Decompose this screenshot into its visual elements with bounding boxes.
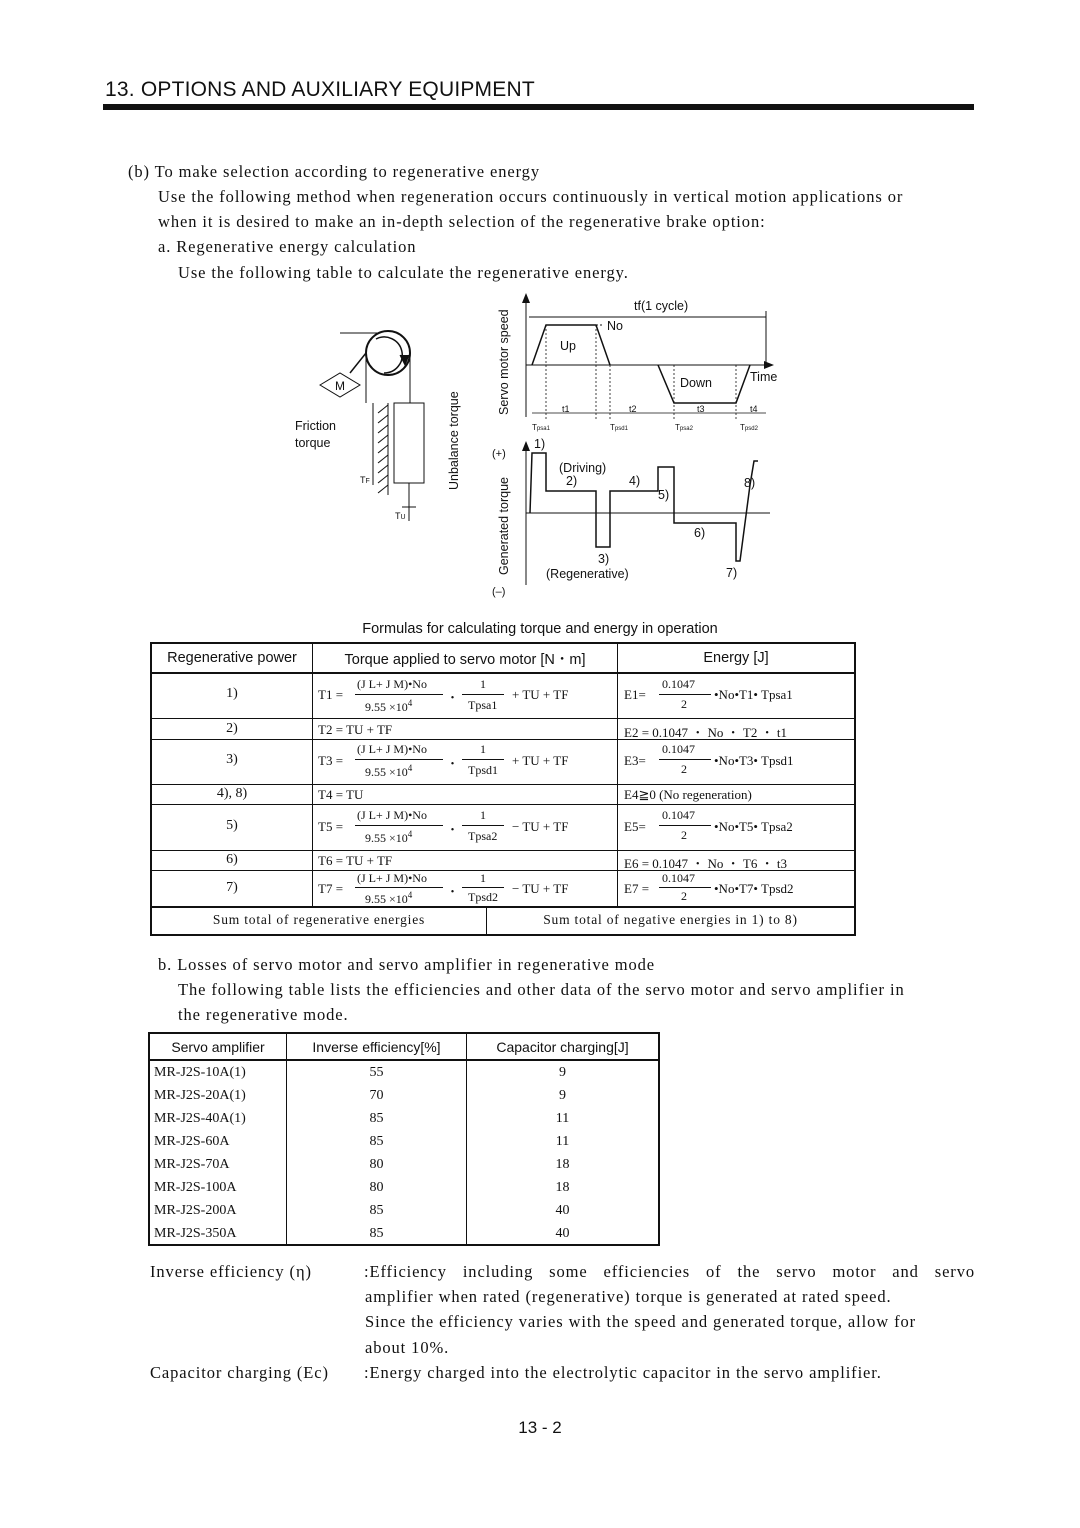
inverse-efficiency-line3: Since the efficiency varies with the speed and generated torque, allow for [365,1312,917,1331]
section-b-intro-line1: Use the following method when regeneration occurs continuously in vertical motion applications or [158,187,904,206]
row-7-fraction-bar [355,887,443,888]
row-7-fraction2-bar [462,887,504,888]
row-1-frac2-denominator: Tpsa1 [468,698,498,712]
row-1-frac2-numerator: 1 [480,677,486,691]
inverse-efficiency-cell: 70 [369,1087,384,1103]
up-label: Up [560,339,576,353]
row-4-torque: T4 = TU [318,787,364,802]
row-1-energy-lhs: E1= [624,687,646,702]
sub-a-text: Use the following table to calculate the regenerative energy. [178,263,629,282]
row-3-frac2-denominator: Tpsd1 [468,763,498,777]
row-3-label: 3) [226,752,238,767]
no-label: No [607,319,623,333]
header-torque: Torque applied to servo motor [N・m] [344,651,586,668]
torque-minus-label: (–) [492,586,506,598]
capacitor-charging-text: :Energy charged into the electrolytic capacitor in the servo amplifier. [364,1363,882,1382]
row-5-frac2-numerator: 1 [480,808,486,822]
row-rule [152,850,854,851]
phase-label-4: 4) [629,474,641,488]
phase-label-5: 5) [658,488,670,502]
row-5-energy-lhs: E5= [624,819,646,834]
row-2-torque: T2 = TU + TF [318,722,393,737]
col-divider-2 [617,644,618,906]
t2-label: t2 [629,404,637,414]
belt-line [350,353,366,373]
row-7-energy-fraction-bar [659,887,711,888]
sub-a-title: a. Regenerative energy calculation [158,237,417,256]
capacitor-charging-term: Capacitor charging (Ec) [150,1363,329,1382]
header-rule [103,104,974,110]
sub-b-text-line2: the regenerative mode. [178,1005,349,1024]
row-6-torque: T6 = TU + TF [318,853,393,868]
friction-label-2: torque [295,436,331,450]
row-3-torque-lhs: T3 = [318,753,344,768]
formula-table-caption: Formulas for calculating torque and energy in operation [362,621,718,637]
row-5-denominator: $9.55 \times 10^4$ [365,829,413,845]
row-7-energy-tail: •No•T7• Tpsd2 [714,881,794,896]
row-5-energy-denominator: 2 [681,828,687,842]
inverse-efficiency-cell: 80 [369,1156,384,1172]
phase-label-3: 3) [598,552,610,566]
phase-label-2: 2) [566,474,578,488]
amplifier-model-cell: MR-J2S-20A(1) [154,1087,246,1103]
cycle-label: tf(1 cycle) [634,299,689,313]
down-label: Down [680,376,712,390]
section-b-heading: (b) To make selection according to regenerative energy [128,162,540,181]
capacitor-charging-cell: 9 [559,1064,566,1080]
friction-label-1: Friction [295,419,336,433]
regenerative-energy-diagram [280,285,800,605]
row-3-fraction-bar [355,759,443,760]
row-rule [152,804,854,805]
amplifier-model-cell: MR-J2S-40A(1) [154,1110,246,1126]
tpsa2-label: Tpsa2 [675,423,693,432]
row-rule [152,718,854,719]
row-1-torque-tail: + TU + TF [512,687,569,702]
row-5-energy-tail: •No•T5• Tpsa2 [714,819,793,834]
row-7-numerator: (J L+ J M)•No [357,871,427,885]
row-3-energy-numerator: 0.1047 [662,742,695,756]
capacitor-charging-cell: 11 [555,1133,570,1149]
header-energy: Energy [J] [703,650,769,666]
tpsd2-label: Tpsd2 [740,423,758,432]
regenerative-label: (Regenerative) [546,567,629,581]
row-4-energy: E4≧0 (No regeneration) [624,787,752,802]
row-3-denominator: $9.55 \times 10^4$ [365,763,413,779]
capacitor-charging-cell: 9 [559,1087,566,1103]
row-7-denominator: $9.55 \times 10^4$ [365,890,413,906]
row-7-energy-numerator: 0.1047 [662,871,695,885]
row-1-energy-tail: •No•T1• Tpsa1 [714,687,793,702]
row-5-numerator: (J L+ J M)•No [357,808,427,822]
inverse-efficiency-line4: about 10%. [365,1338,450,1357]
footer-left: Sum total of regenerative energies [212,912,426,927]
page-number: 13 - 2 [518,1418,562,1437]
torque-axis-arrow-icon [522,441,530,451]
sub-b-text-line1: The following table lists the efficiencies and other data of the servo motor and servo amplifier in [178,980,905,999]
capacitor-charging-cell: 40 [555,1225,570,1241]
row-1-numerator: (J L+ J M)•No [357,677,427,691]
row-1-fraction-bar [355,694,443,695]
inverse-efficiency-term: Inverse efficiency (η) [150,1262,312,1281]
friction-hatch-icon [378,405,388,493]
phase-label-1: 1) [534,437,546,451]
amplifier-model-cell: MR-J2S-350A [154,1225,237,1241]
speed-axis-arrow-icon [522,293,530,303]
formula-table [150,642,856,936]
header-regenerative-power: Regenerative power [167,650,297,666]
footer-right: Sum total of negative energies in 1) to 8) [543,912,798,927]
tf-label: TF [360,475,370,485]
inverse-efficiency-cell: 85 [369,1202,384,1218]
row-5-torque-tail: − TU + TF [512,819,569,834]
speed-axis-label: Servo motor speed [497,309,511,415]
page-header-title: 13. OPTIONS AND AUXILIARY EQUIPMENT [105,78,535,101]
amplifier-model-cell: MR-J2S-70A [154,1156,230,1172]
row-7-frac2-denominator: Tpsd2 [468,890,498,904]
t4-label: t4 [750,404,758,414]
row-3-energy-fraction-bar [659,759,711,760]
phase-label-6: 6) [694,526,706,540]
inverse-efficiency-line1: :Efficiency including some efficiencies of the servo motor and servo [364,1262,975,1281]
amplifier-model-cell: MR-J2S-10A(1) [154,1064,246,1080]
t3-label: t3 [697,404,705,414]
formula-table-header-rule [152,672,854,674]
capacitor-charging-cell: 18 [555,1179,570,1195]
motor-label: M [335,379,345,393]
torque-plus-label: (+) [492,448,506,460]
section-b-intro-line2: when it is desired to make an in-depth selection of the regenerative brake option: [158,212,766,231]
time-label: Time [750,370,778,384]
tu-label: TU [395,511,406,521]
capacitor-charging-cell: 40 [555,1202,570,1218]
row-5-energy-numerator: 0.1047 [662,808,695,822]
capacitor-charging-cell: 18 [555,1156,570,1172]
amplifier-model-cell: MR-J2S-60A [154,1133,230,1149]
row-5-fraction2-bar [462,825,504,826]
eff-header-capacitor: Capacitor charging[J] [496,1038,629,1055]
row-3-frac2-numerator: 1 [480,742,486,756]
inverse-efficiency-cell: 55 [369,1064,384,1080]
row-3-energy-denominator: 2 [681,762,687,776]
t1-label: t1 [562,404,570,414]
eff-header-amplifier: Servo amplifier [171,1038,265,1055]
amplifier-model-cell: MR-J2S-200A [154,1202,237,1218]
row-7-energy-denominator: 2 [681,889,687,903]
row-3-numerator: (J L+ J M)•No [357,742,427,756]
row-1-label: 1) [226,686,238,701]
sub-b-title: b. Losses of servo motor and servo amplifier in regenerative mode [158,955,655,974]
row-3-torque-tail: + TU + TF [512,753,569,768]
row-5-torque-lhs: T5 = [318,819,344,834]
capacitor-charging-cell: 11 [555,1110,570,1126]
row-1-denominator: $9.55 \times 10^4$ [365,698,413,714]
inverse-efficiency-cell: 80 [369,1179,384,1195]
inverse-efficiency-cell: 85 [369,1225,384,1241]
row-7-energy-lhs: E7 = [624,881,650,896]
row-5-dot: ・ [446,822,460,837]
amplifier-model-cell: MR-J2S-100A [154,1179,237,1195]
efficiency-table [148,1032,660,1246]
row-2-energy: E2 = 0.1047 ・ No ・ T2 ・ t1 [624,725,787,740]
tpsa1-label: Tpsa1 [532,423,550,432]
row-1-energy-numerator: 0.1047 [662,677,695,691]
row-1-dot: ・ [446,690,460,705]
row-5-frac2-denominator: Tpsa2 [468,829,498,843]
row-2-label: 2) [226,721,238,736]
row-3-energy-lhs: E3= [624,753,646,768]
row-rule [152,784,854,785]
row-7-dot: ・ [446,884,460,899]
phase-label-7: 7) [726,566,738,580]
row-5-fraction-bar [355,825,443,826]
rotation-arrow-icon [376,337,402,373]
inverse-efficiency-cell: 85 [369,1110,384,1126]
row-3-energy-tail: •No•T3• Tpsd1 [714,753,794,768]
inverse-efficiency-line2: amplifier when rated (regenerative) torque is generated at rated speed. [365,1287,892,1306]
row-5-energy-fraction-bar [659,825,711,826]
row-4-label: 4), 8) [216,786,248,801]
inverse-efficiency-cell: 85 [369,1133,384,1149]
row-3-fraction2-bar [462,759,504,760]
row-1-torque-lhs: T1 = [318,687,344,702]
driving-label: (Driving) [559,461,607,475]
row-1-energy-fraction-bar [659,694,711,695]
row-5-label: 5) [226,818,238,833]
row-3-dot: ・ [446,756,460,771]
row-7-label: 7) [226,880,238,895]
row-7-torque-lhs: T7 = [318,881,344,896]
row-7-torque-tail: − TU + TF [512,881,569,896]
tpsd1-label: Tpsd1 [610,423,628,432]
row-7-frac2-numerator: 1 [480,871,486,885]
torque-axis-label: Generated torque [497,477,511,575]
unbalance-torque-label: Unbalance torque [447,391,461,490]
row-6-label: 6) [226,852,238,867]
row-6-energy: E6 = 0.1047 ・ No ・ T6 ・ t3 [624,856,787,871]
row-rule [152,906,854,908]
row-1-fraction2-bar [462,694,504,695]
eff-header-inverse-efficiency: Inverse efficiency[%] [312,1038,441,1055]
phase-label-8: 8) [744,476,756,490]
load-weight-icon [394,403,424,483]
row-1-energy-denominator: 2 [681,697,687,711]
col-divider-1 [312,644,313,906]
